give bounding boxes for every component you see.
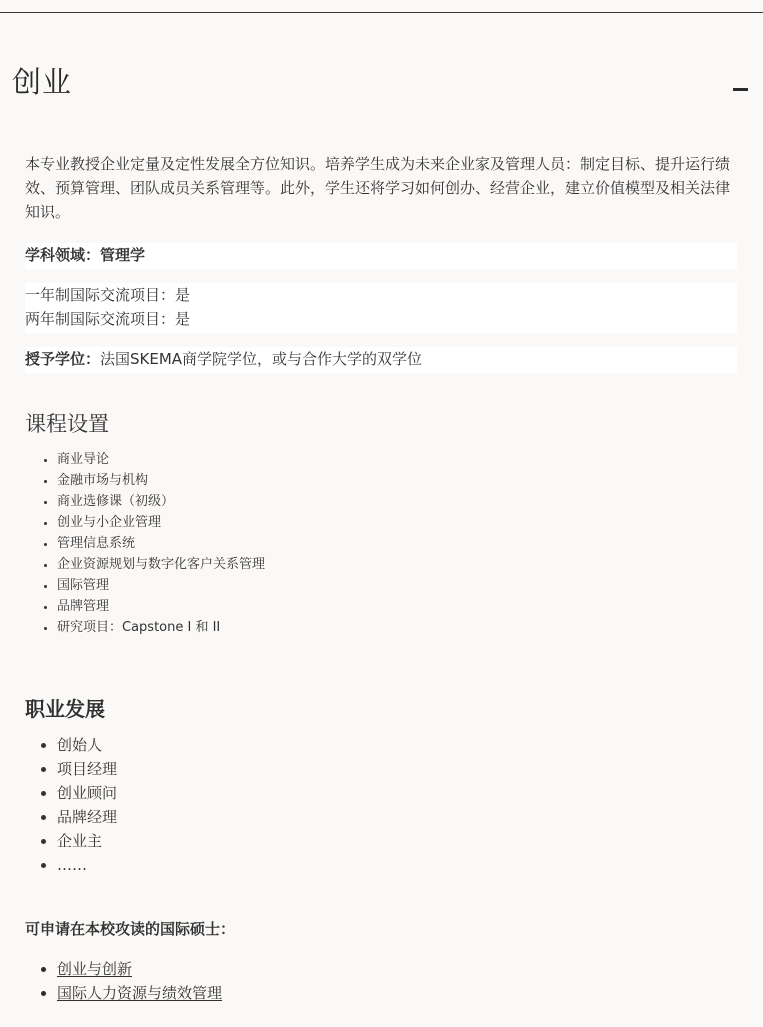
course-item: • 品牌管理 (57, 596, 265, 617)
career-item: • …… (57, 853, 117, 877)
accordion-header[interactable] (12, 62, 752, 106)
career-item: • 企业主 (57, 829, 117, 853)
career-item: • 创业顾问 (57, 781, 117, 805)
course-item: • 国际管理 (57, 575, 265, 596)
career-item: • 品牌经理 (57, 805, 117, 829)
degree-awarded (25, 347, 737, 373)
exchange-programs (25, 283, 737, 333)
course-item: • 研究项目：Capstone I 和 II (57, 617, 265, 638)
masters-list-item (57, 957, 222, 981)
career-item: • 项目经理 (57, 757, 117, 781)
course-item: • 企业资源规划与数字化客户关系管理 (57, 554, 265, 575)
master-link-entrepreneurship[interactable]: 创业与创新 (57, 960, 133, 978)
section-title: 创业 (12, 65, 73, 99)
degree-value: 法国SKEMA商学院学位，或与合作大学的双学位 (100, 350, 423, 368)
career-list (25, 733, 117, 877)
subject-area (25, 243, 737, 269)
minus-icon[interactable] (733, 88, 748, 91)
one-year-program: 一年制国际交流项目：是 (25, 286, 191, 304)
masters-list (25, 957, 222, 1005)
top-border (0, 0, 763, 13)
course-item: • 商业导论 (57, 449, 265, 470)
masters-list-item (57, 981, 222, 1005)
two-year-program: 两年制国际交流项目：是 (25, 310, 191, 328)
master-link-hr[interactable]: 国际人力资源与绩效管理 (57, 984, 223, 1002)
course-item: • 管理信息系统 (57, 533, 265, 554)
course-item: • 商业选修课（初级） (57, 491, 265, 512)
intro-text: 本专业教授企业定量及定性发展全方位知识。培养学生成为未来企业家及管理人员：制定目标、提升运行绩效、预算管理、团队成员关系管理等。此外，学生还将学习如何创办、经营企业，建立价值模型及相关法律知识。 (25, 155, 731, 221)
course-list (25, 449, 265, 638)
courses-heading: 课程设置 (25, 412, 109, 436)
career-item: • 创始人 (57, 733, 117, 757)
section-content (25, 152, 737, 368)
career-heading: 职业发展 (25, 697, 105, 721)
degree-label: 授予学位： (25, 350, 101, 368)
subject-label: 学科领域： (25, 246, 101, 264)
subject-value: 管理学 (100, 246, 146, 264)
course-item: • 金融市场与机构 (57, 470, 265, 491)
masters-heading: 可申请在本校攻读的国际硕士： (25, 920, 236, 938)
course-item: • 创业与小企业管理 (57, 512, 265, 533)
